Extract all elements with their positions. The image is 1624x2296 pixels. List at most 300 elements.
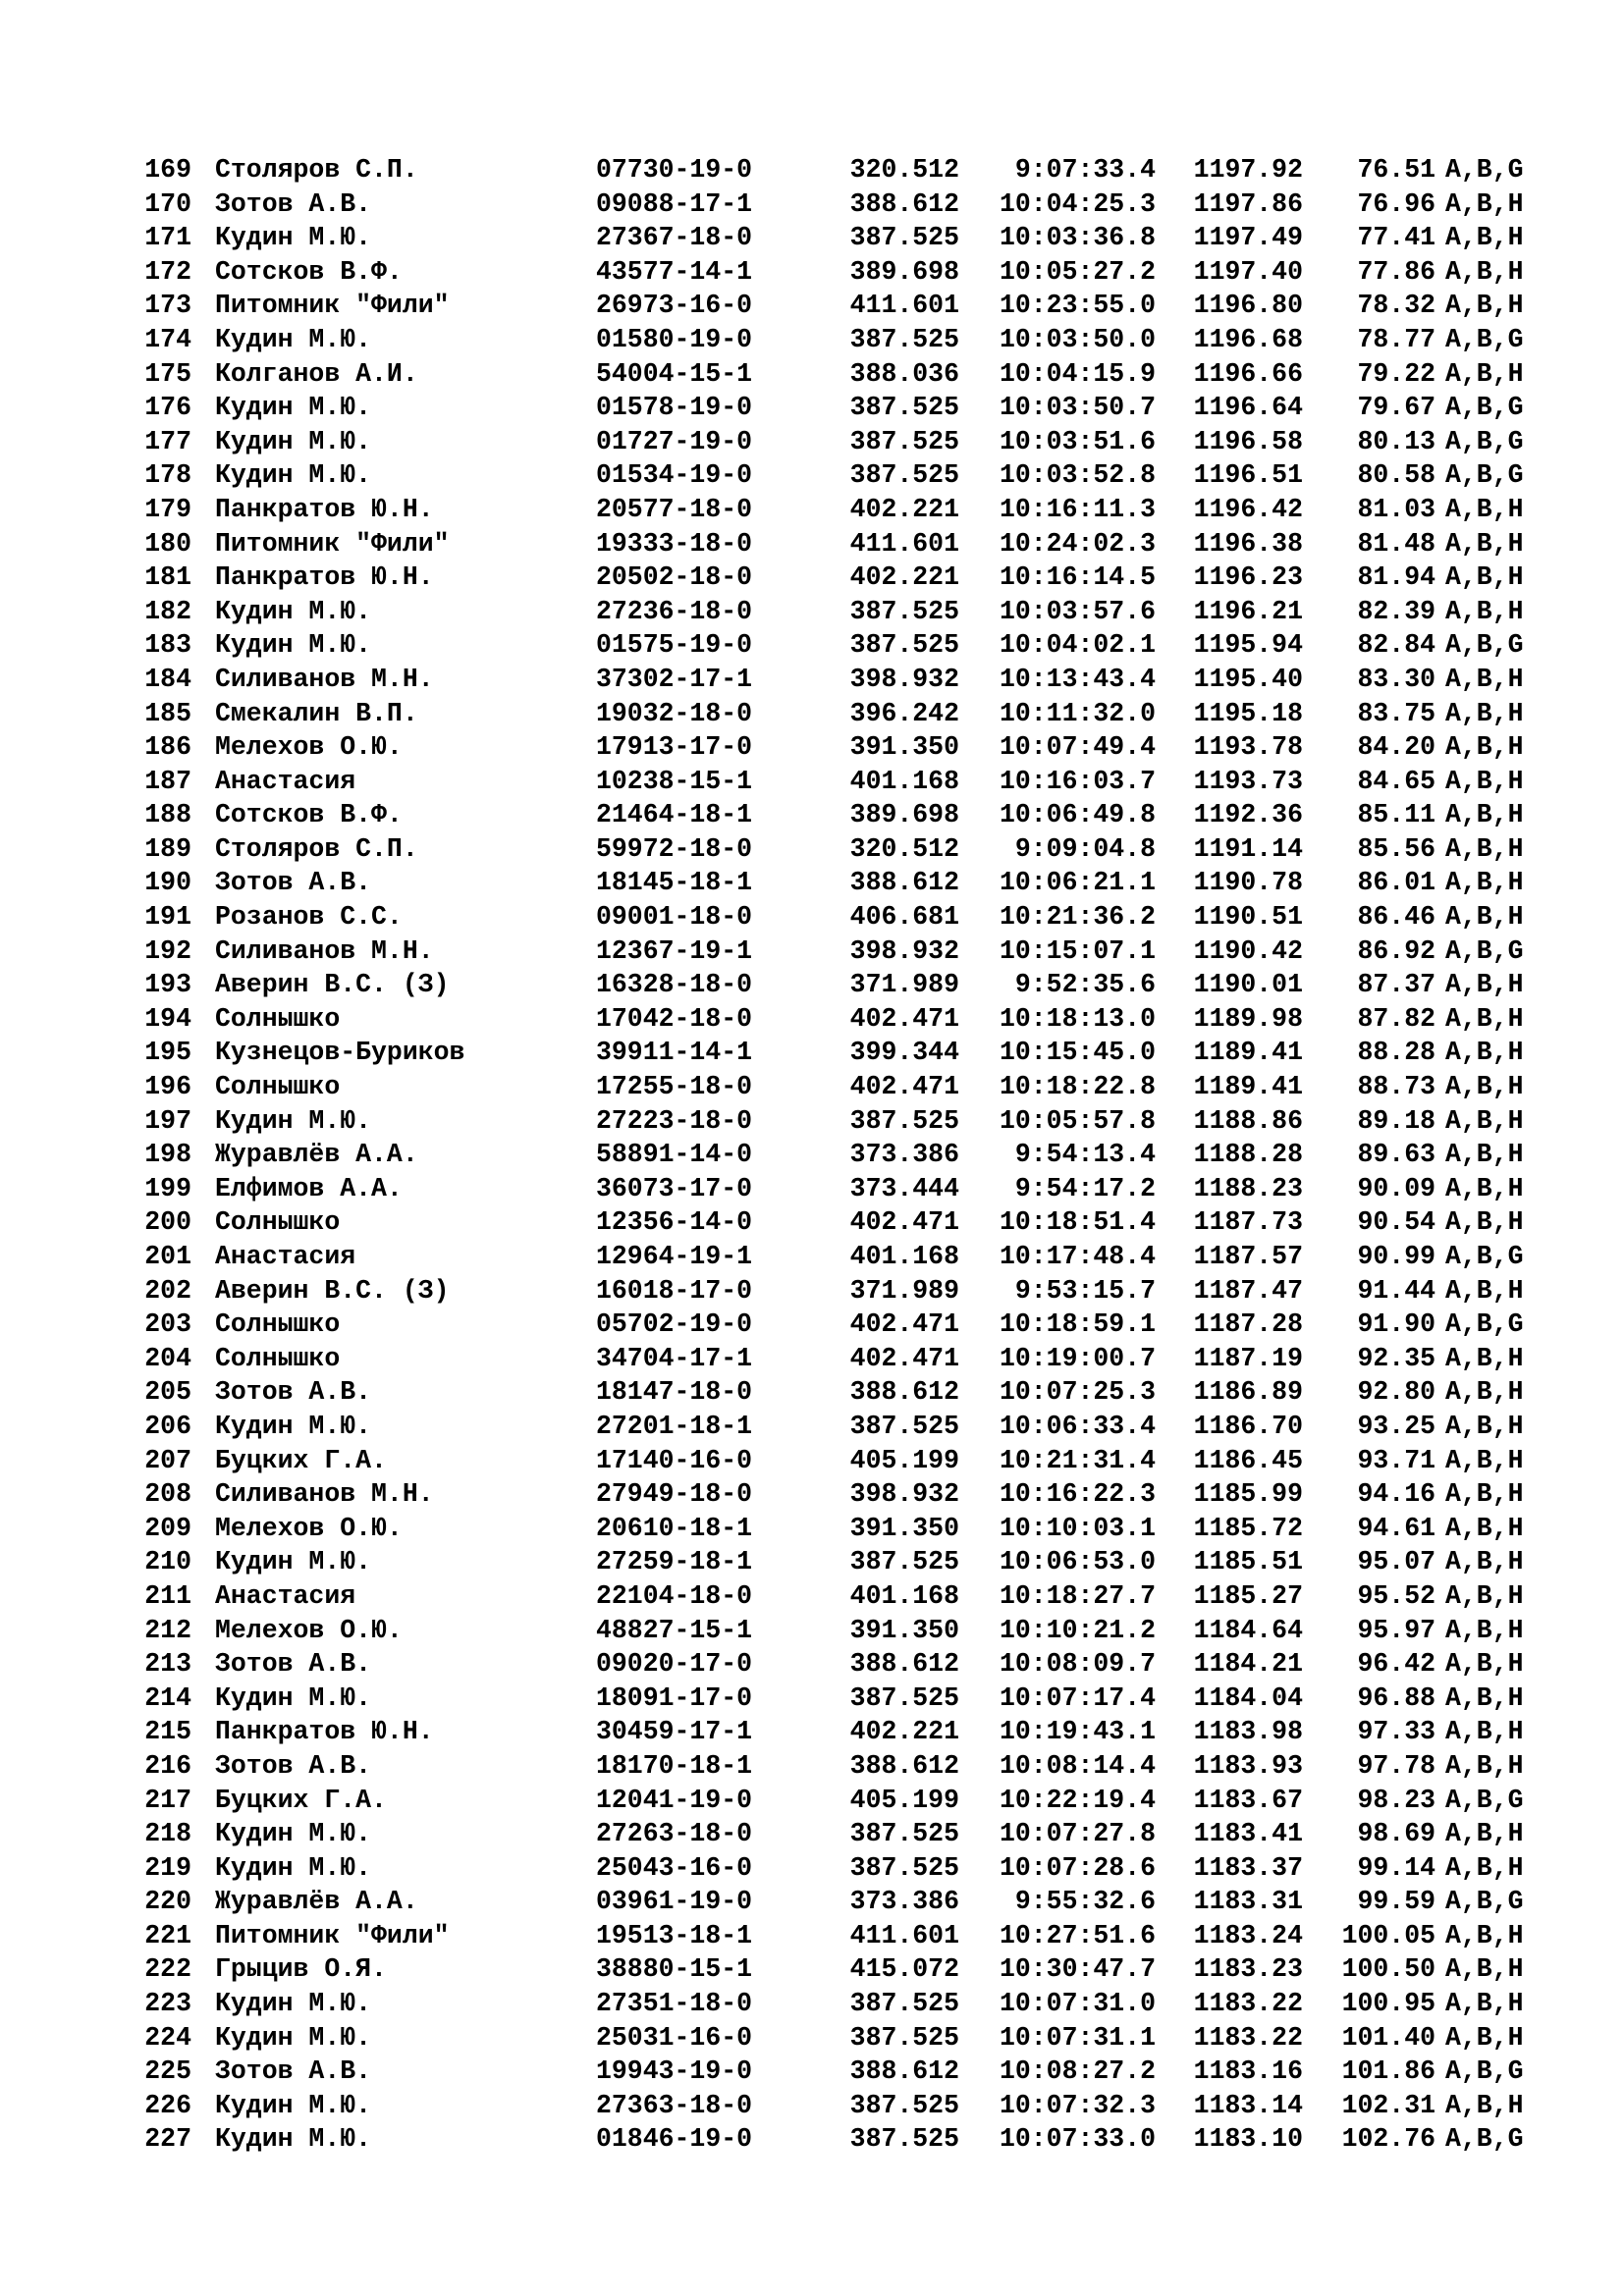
cell-coef: 92.80 [1357, 1377, 1435, 1408]
cell-flags: A,B,H [1445, 223, 1524, 253]
cell-name: Панкратов Ю.Н. [215, 562, 434, 593]
cell-speed: 1184.21 [1193, 1649, 1303, 1680]
cell-time: 10:04:15.9 [999, 358, 1156, 389]
cell-flags: A,B,H [1445, 1275, 1524, 1306]
cell-coef: 87.82 [1357, 1003, 1435, 1034]
cell-time: 10:11:32.0 [999, 698, 1156, 728]
cell-ring: 27367-18-0 [596, 223, 753, 253]
cell-coef: 95.07 [1357, 1547, 1435, 1577]
cell-flags: A,B,H [1445, 562, 1524, 593]
cell-ring: 27236-18-0 [596, 596, 753, 626]
cell-speed: 1183.93 [1193, 1750, 1303, 1781]
cell-distance: 387.525 [849, 596, 959, 626]
cell-distance: 402.221 [849, 1717, 959, 1747]
cell-name: Кудин М.Ю. [215, 223, 372, 253]
cell-coef: 91.90 [1357, 1309, 1435, 1340]
cell-time: 10:05:27.2 [999, 256, 1156, 287]
cell-name: Кудин М.Ю. [215, 1411, 372, 1441]
cell-name: Мелехов О.Ю. [215, 1615, 403, 1645]
cell-speed: 1190.01 [1193, 970, 1303, 1000]
table-row [144, 1614, 1558, 1648]
cell-name: Кудин М.Ю. [215, 460, 372, 491]
cell-speed: 1187.19 [1193, 1343, 1303, 1373]
cell-flags: A,B,H [1445, 1377, 1524, 1408]
cell-rank: 177 [144, 426, 191, 456]
cell-time: 10:16:11.3 [999, 494, 1156, 524]
cell-rank: 219 [144, 1852, 191, 1883]
cell-rank: 191 [144, 902, 191, 933]
table-row [144, 1410, 1558, 1444]
cell-rank: 188 [144, 800, 191, 830]
cell-flags: A,B,H [1445, 732, 1524, 763]
cell-distance: 411.601 [849, 1920, 959, 1950]
cell-coef: 79.67 [1357, 393, 1435, 423]
cell-distance: 405.199 [849, 1445, 959, 1475]
cell-flags: A,B,H [1445, 2090, 1524, 2120]
cell-distance: 373.386 [849, 1887, 959, 1917]
cell-time: 10:21:31.4 [999, 1445, 1156, 1475]
cell-flags: A,B,G [1445, 155, 1524, 185]
table-row [144, 1444, 1558, 1478]
cell-time: 10:07:25.3 [999, 1377, 1156, 1408]
cell-coef: 90.99 [1357, 1242, 1435, 1271]
table-row [144, 425, 1558, 459]
cell-time: 10:08:14.4 [999, 1750, 1156, 1781]
cell-speed: 1183.24 [1193, 1920, 1303, 1950]
cell-rank: 193 [144, 970, 191, 1000]
cell-rank: 218 [144, 1819, 191, 1849]
cell-speed: 1187.57 [1193, 1242, 1303, 1271]
cell-name: Сотсков В.Ф. [215, 256, 403, 287]
table-row [144, 1545, 1558, 1579]
cell-name: Грыцив О.Я. [215, 1954, 387, 1985]
cell-distance: 387.525 [849, 1547, 959, 1577]
cell-rank: 222 [144, 1954, 191, 1985]
cell-ring: 01578-19-0 [596, 393, 753, 423]
cell-flags: A,B,G [1445, 460, 1524, 491]
cell-name: Столяров С.П. [215, 155, 418, 185]
cell-flags: A,B,H [1445, 868, 1524, 898]
table-row [144, 1579, 1558, 1614]
table-row [144, 527, 1558, 561]
table-row [144, 255, 1558, 290]
table-row [144, 289, 1558, 323]
cell-name: Зотов А.В. [215, 1649, 372, 1680]
cell-name: Кудин М.Ю. [215, 1105, 372, 1136]
cell-distance: 387.525 [849, 1852, 959, 1883]
cell-distance: 402.471 [849, 1003, 959, 1034]
cell-rank: 220 [144, 1887, 191, 1917]
cell-coef: 91.44 [1357, 1275, 1435, 1306]
cell-time: 10:18:27.7 [999, 1580, 1156, 1611]
cell-rank: 186 [144, 732, 191, 763]
cell-ring: 09001-18-0 [596, 902, 753, 933]
cell-time: 10:21:36.2 [999, 902, 1156, 933]
cell-rank: 225 [144, 2056, 191, 2087]
cell-name: Солнышко [215, 1207, 341, 1238]
table-row [144, 221, 1558, 255]
cell-distance: 371.989 [849, 970, 959, 1000]
table-row [144, 2021, 1558, 2056]
table-row [144, 628, 1558, 663]
table-row [144, 187, 1558, 222]
cell-speed: 1192.36 [1193, 800, 1303, 830]
cell-speed: 1196.23 [1193, 562, 1303, 593]
cell-coef: 81.48 [1357, 528, 1435, 559]
table-row [144, 1138, 1558, 1172]
cell-distance: 388.612 [849, 188, 959, 219]
cell-rank: 202 [144, 1275, 191, 1306]
cell-coef: 76.51 [1357, 155, 1435, 185]
cell-time: 10:27:51.6 [999, 1920, 1156, 1950]
cell-rank: 223 [144, 1989, 191, 2019]
cell-coef: 95.52 [1357, 1580, 1435, 1611]
cell-ring: 12041-19-0 [596, 1785, 753, 1815]
cell-ring: 05702-19-0 [596, 1309, 753, 1340]
cell-name: Панкратов Ю.Н. [215, 494, 434, 524]
cell-flags: A,B,H [1445, 1479, 1524, 1510]
cell-ring: 12964-19-1 [596, 1242, 753, 1271]
cell-speed: 1183.67 [1193, 1785, 1303, 1815]
table-row [144, 2055, 1558, 2089]
cell-time: 10:15:07.1 [999, 935, 1156, 966]
cell-time: 9:53:15.7 [1014, 1275, 1156, 1306]
cell-speed: 1196.58 [1193, 426, 1303, 456]
cell-flags: A,B,H [1445, 1819, 1524, 1849]
cell-ring: 12356-14-0 [596, 1207, 753, 1238]
cell-speed: 1189.98 [1193, 1003, 1303, 1034]
cell-speed: 1183.98 [1193, 1717, 1303, 1747]
cell-speed: 1187.28 [1193, 1309, 1303, 1340]
cell-coef: 99.14 [1357, 1852, 1435, 1883]
cell-coef: 84.20 [1357, 732, 1435, 763]
cell-distance: 371.989 [849, 1275, 959, 1306]
cell-time: 9:55:32.6 [1014, 1887, 1156, 1917]
cell-rank: 227 [144, 2124, 191, 2155]
cell-ring: 27263-18-0 [596, 1819, 753, 1849]
cell-name: Журавлёв А.А. [215, 1887, 418, 1917]
table-row [144, 561, 1558, 595]
table-row [144, 697, 1558, 731]
cell-coef: 81.03 [1357, 494, 1435, 524]
cell-coef: 102.76 [1341, 2124, 1435, 2155]
cell-time: 10:04:02.1 [999, 630, 1156, 661]
cell-ring: 34704-17-1 [596, 1343, 753, 1373]
cell-distance: 387.525 [849, 324, 959, 354]
cell-flags: A,B,G [1445, 935, 1524, 966]
cell-speed: 1190.78 [1193, 868, 1303, 898]
cell-flags: A,B,H [1445, 833, 1524, 864]
cell-flags: A,B,H [1445, 1411, 1524, 1441]
cell-distance: 387.525 [849, 460, 959, 491]
cell-coef: 77.41 [1357, 223, 1435, 253]
cell-name: Солнышко [215, 1309, 341, 1340]
cell-speed: 1196.80 [1193, 291, 1303, 321]
cell-rank: 172 [144, 256, 191, 287]
cell-flags: A,B,H [1445, 1750, 1524, 1781]
cell-name: Журавлёв А.А. [215, 1140, 418, 1170]
cell-name: Питомник "Фили" [215, 528, 450, 559]
cell-time: 10:13:43.4 [999, 664, 1156, 694]
cell-distance: 398.932 [849, 935, 959, 966]
cell-time: 10:03:51.6 [999, 426, 1156, 456]
cell-time: 10:18:59.1 [999, 1309, 1156, 1340]
cell-flags: A,B,H [1445, 2022, 1524, 2053]
cell-ring: 18147-18-0 [596, 1377, 753, 1408]
cell-rank: 199 [144, 1173, 191, 1203]
cell-flags: A,B,H [1445, 1580, 1524, 1611]
cell-time: 10:24:02.3 [999, 528, 1156, 559]
cell-time: 9:54:13.4 [1014, 1140, 1156, 1170]
cell-rank: 211 [144, 1580, 191, 1611]
cell-time: 10:16:03.7 [999, 766, 1156, 796]
cell-distance: 391.350 [849, 1615, 959, 1645]
cell-time: 10:03:52.8 [999, 460, 1156, 491]
cell-distance: 399.344 [849, 1038, 959, 1068]
cell-ring: 25031-16-0 [596, 2022, 753, 2053]
cell-ring: 20502-18-0 [596, 562, 753, 593]
cell-time: 10:17:48.4 [999, 1242, 1156, 1271]
cell-distance: 387.525 [849, 2124, 959, 2155]
cell-rank: 178 [144, 460, 191, 491]
cell-rank: 206 [144, 1411, 191, 1441]
cell-flags: A,B,H [1445, 1547, 1524, 1577]
cell-name: Сотсков В.Ф. [215, 800, 403, 830]
cell-flags: A,B,H [1445, 766, 1524, 796]
cell-flags: A,B,H [1445, 358, 1524, 389]
cell-time: 10:22:19.4 [999, 1785, 1156, 1815]
cell-name: Столяров С.П. [215, 833, 418, 864]
cell-distance: 387.525 [849, 393, 959, 423]
cell-distance: 401.168 [849, 1242, 959, 1271]
cell-flags: A,B,H [1445, 596, 1524, 626]
cell-distance: 388.036 [849, 358, 959, 389]
table-row [144, 1308, 1558, 1342]
results-table [144, 153, 1558, 2157]
cell-coef: 88.28 [1357, 1038, 1435, 1068]
cell-speed: 1190.51 [1193, 902, 1303, 933]
table-row [144, 2089, 1558, 2123]
cell-coef: 101.86 [1341, 2056, 1435, 2087]
cell-flags: A,B,H [1445, 1852, 1524, 1883]
cell-coef: 89.18 [1357, 1105, 1435, 1136]
cell-flags: A,B,H [1445, 698, 1524, 728]
cell-ring: 48827-15-1 [596, 1615, 753, 1645]
cell-rank: 200 [144, 1207, 191, 1238]
cell-speed: 1196.68 [1193, 324, 1303, 354]
cell-speed: 1197.92 [1193, 155, 1303, 185]
cell-rank: 195 [144, 1038, 191, 1068]
cell-coef: 100.95 [1341, 1989, 1435, 2019]
cell-name: Солнышко [215, 1072, 341, 1102]
cell-name: Анастасия [215, 1242, 356, 1271]
cell-ring: 09020-17-0 [596, 1649, 753, 1680]
cell-rank: 214 [144, 1682, 191, 1713]
cell-flags: A,B,H [1445, 1003, 1524, 1034]
cell-coef: 90.09 [1357, 1173, 1435, 1203]
table-row [144, 900, 1558, 934]
cell-ring: 10238-15-1 [596, 766, 753, 796]
cell-rank: 209 [144, 1513, 191, 1543]
cell-ring: 18145-18-1 [596, 868, 753, 898]
cell-rank: 176 [144, 393, 191, 423]
cell-ring: 16018-17-0 [596, 1275, 753, 1306]
cell-coef: 94.61 [1357, 1513, 1435, 1543]
cell-rank: 215 [144, 1717, 191, 1747]
table-row [144, 1274, 1558, 1308]
cell-flags: A,B,H [1445, 1038, 1524, 1068]
cell-time: 10:07:33.0 [999, 2124, 1156, 2155]
cell-time: 10:19:43.1 [999, 1717, 1156, 1747]
table-row [144, 391, 1558, 425]
cell-coef: 78.77 [1357, 324, 1435, 354]
table-row [144, 798, 1558, 832]
cell-distance: 320.512 [849, 833, 959, 864]
cell-name: Аверин В.С. (З) [215, 1275, 450, 1306]
cell-rank: 196 [144, 1072, 191, 1102]
cell-flags: A,B,H [1445, 902, 1524, 933]
cell-rank: 224 [144, 2022, 191, 2053]
cell-rank: 169 [144, 155, 191, 185]
cell-time: 10:07:31.1 [999, 2022, 1156, 2053]
cell-coef: 96.88 [1357, 1682, 1435, 1713]
cell-rank: 201 [144, 1242, 191, 1271]
cell-coef: 80.58 [1357, 460, 1435, 491]
cell-distance: 387.525 [849, 1411, 959, 1441]
cell-coef: 95.97 [1357, 1615, 1435, 1645]
cell-ring: 01575-19-0 [596, 630, 753, 661]
cell-coef: 93.25 [1357, 1411, 1435, 1441]
cell-coef: 87.37 [1357, 970, 1435, 1000]
cell-time: 10:18:51.4 [999, 1207, 1156, 1238]
cell-rank: 192 [144, 935, 191, 966]
cell-rank: 175 [144, 358, 191, 389]
cell-time: 9:52:35.6 [1014, 970, 1156, 1000]
cell-coef: 94.16 [1357, 1479, 1435, 1510]
cell-flags: A,B,G [1445, 1887, 1524, 1917]
cell-rank: 208 [144, 1479, 191, 1510]
cell-ring: 27201-18-1 [596, 1411, 753, 1441]
table-row [144, 968, 1558, 1002]
cell-name: Панкратов Ю.Н. [215, 1717, 434, 1747]
cell-speed: 1183.23 [1193, 1954, 1303, 1985]
cell-ring: 37302-17-1 [596, 664, 753, 694]
cell-name: Кудин М.Ю. [215, 1989, 372, 2019]
cell-coef: 100.50 [1341, 1954, 1435, 1985]
cell-time: 10:03:36.8 [999, 223, 1156, 253]
cell-ring: 01727-19-0 [596, 426, 753, 456]
cell-speed: 1183.22 [1193, 2022, 1303, 2053]
cell-time: 10:08:27.2 [999, 2056, 1156, 2087]
cell-flags: A,B,H [1445, 1920, 1524, 1950]
cell-speed: 1188.23 [1193, 1173, 1303, 1203]
cell-ring: 17042-18-0 [596, 1003, 753, 1034]
cell-flags: A,B,G [1445, 426, 1524, 456]
cell-ring: 17913-17-0 [596, 732, 753, 763]
cell-flags: A,B,H [1445, 188, 1524, 219]
cell-rank: 210 [144, 1547, 191, 1577]
cell-name: Анастасия [215, 1580, 356, 1611]
table-row [144, 866, 1558, 900]
cell-ring: 18091-17-0 [596, 1682, 753, 1713]
table-row [144, 1342, 1558, 1376]
cell-rank: 213 [144, 1649, 191, 1680]
cell-coef: 88.73 [1357, 1072, 1435, 1102]
cell-coef: 78.32 [1357, 291, 1435, 321]
cell-flags: A,B,H [1445, 1513, 1524, 1543]
cell-time: 10:06:49.8 [999, 800, 1156, 830]
cell-name: Аверин В.С. (З) [215, 970, 450, 1000]
table-row [144, 934, 1558, 969]
cell-time: 10:08:09.7 [999, 1649, 1156, 1680]
cell-ring: 54004-15-1 [596, 358, 753, 389]
cell-speed: 1185.99 [1193, 1479, 1303, 1510]
cell-flags: A,B,H [1445, 1105, 1524, 1136]
cell-name: Кудин М.Ю. [215, 596, 372, 626]
cell-ring: 58891-14-0 [596, 1140, 753, 1170]
cell-distance: 398.932 [849, 1479, 959, 1510]
cell-distance: 387.525 [849, 2022, 959, 2053]
cell-time: 9:07:33.4 [1014, 155, 1156, 185]
cell-distance: 388.612 [849, 1649, 959, 1680]
cell-time: 9:54:17.2 [1014, 1173, 1156, 1203]
cell-speed: 1187.47 [1193, 1275, 1303, 1306]
cell-time: 10:03:50.0 [999, 324, 1156, 354]
cell-flags: A,B,G [1445, 630, 1524, 661]
cell-time: 10:16:14.5 [999, 562, 1156, 593]
cell-coef: 100.05 [1341, 1920, 1435, 1950]
cell-ring: 43577-14-1 [596, 256, 753, 287]
cell-flags: A,B,G [1445, 1309, 1524, 1340]
cell-ring: 03961-19-0 [596, 1887, 753, 1917]
cell-ring: 30459-17-1 [596, 1717, 753, 1747]
cell-ring: 27363-18-0 [596, 2090, 753, 2120]
cell-speed: 1190.42 [1193, 935, 1303, 966]
table-row [144, 1952, 1558, 1987]
cell-coef: 101.40 [1341, 2022, 1435, 2053]
table-row [144, 1715, 1558, 1749]
cell-speed: 1188.86 [1193, 1105, 1303, 1136]
cell-distance: 406.681 [849, 902, 959, 933]
cell-distance: 402.471 [849, 1207, 959, 1238]
cell-ring: 27351-18-0 [596, 1989, 753, 2019]
cell-speed: 1188.28 [1193, 1140, 1303, 1170]
cell-speed: 1196.38 [1193, 528, 1303, 559]
cell-flags: A,B,H [1445, 1615, 1524, 1645]
table-row [144, 1477, 1558, 1512]
cell-coef: 86.92 [1357, 935, 1435, 966]
table-row [144, 323, 1558, 357]
cell-time: 10:19:00.7 [999, 1343, 1156, 1373]
cell-speed: 1196.21 [1193, 596, 1303, 626]
cell-ring: 39911-14-1 [596, 1038, 753, 1068]
cell-name: Питомник "Фили" [215, 1920, 450, 1950]
cell-speed: 1196.51 [1193, 460, 1303, 491]
cell-time: 10:03:57.6 [999, 596, 1156, 626]
cell-name: Елфимов А.А. [215, 1173, 403, 1203]
cell-ring: 01846-19-0 [596, 2124, 753, 2155]
cell-flags: A,B,H [1445, 664, 1524, 694]
cell-name: Мелехов О.Ю. [215, 732, 403, 763]
cell-name: Солнышко [215, 1343, 341, 1373]
cell-flags: A,B,H [1445, 1207, 1524, 1238]
cell-distance: 388.612 [849, 1750, 959, 1781]
cell-coef: 85.11 [1357, 800, 1435, 830]
cell-coef: 77.86 [1357, 256, 1435, 287]
cell-coef: 89.63 [1357, 1140, 1435, 1170]
cell-distance: 396.242 [849, 698, 959, 728]
cell-rank: 212 [144, 1615, 191, 1645]
